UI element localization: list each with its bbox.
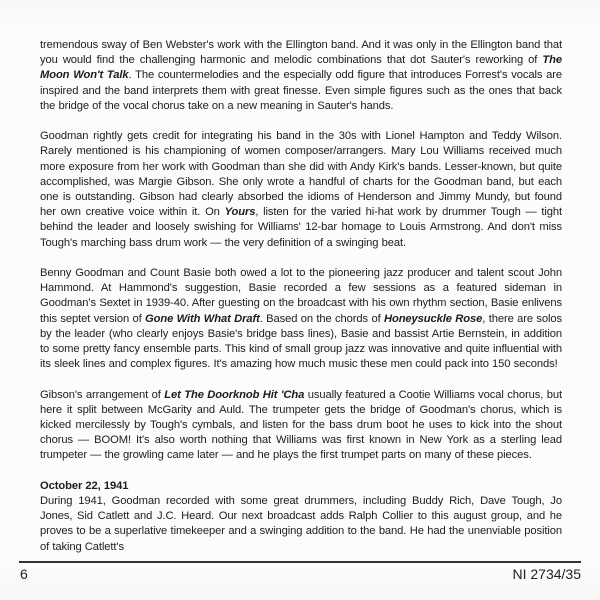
song-title: Gone With What Draft	[145, 312, 260, 325]
text-run: Benny Goodman and Count Basie both owed a lot to the pioneering jazz producer and talent scout John Hammond. At Hammond's suggestion, Basie recorded a few sessions as a featured sideman in Goodman's Sextet in 1939-40. After guesting on the broadcast with his own rhythm section, Basie enlivens this septet version of	[40, 267, 562, 325]
text-run: . Based on the chords of	[259, 312, 384, 325]
song-title: Honeysuckle Rose	[383, 312, 483, 325]
text-run: Goodman rightly gets credit for integrating his band in the 30s with Lionel Hampton and Teddy Wilson. Rarely mentioned is his championing of women composer/arrangers. Mary Lou Williams received much more exposure from her work with Goodman than she did with Andy Kirk's bands. Lesser-known, but quite accomplished, was Margie Gibson. She only wrote a handful of charts for the Goodman band, but each one is outstanding. Gibson had clearly absorbed the idioms of Henderson and Jimmy Mundy, but found her own creative voice within it. On	[40, 130, 562, 219]
song-title: Yours	[224, 206, 256, 219]
text-run: Gibson's arrangement of	[40, 388, 165, 401]
catalog-number: NI 2734/35	[512, 566, 581, 582]
body-text	[40, 38, 562, 570]
text-run: During 1941, Goodman recorded with some great drummers, including Buddy Rich, Dave Tough, Jo Jones, Sid Catlett and J.C. Heard. Our next broadcast adds Ralph Collier to this august group, and he proves to be a superlative timekeeper and a swinging addition to the band. He had the unenviable position of taking Catlett's	[40, 495, 562, 553]
text-run: , there are solos by the leader (who clearly enjoys Basie's bridge bass lines), Basie and bassist Artie Bernstein, in addition to some pretty fancy ensemble parts. This kind of small group jazz was innovative and quite influential with its sleek lines and complex figures. It's amazing how much music these men could pack into 150 seconds!	[40, 312, 562, 371]
paragraph	[40, 494, 562, 555]
date-heading	[40, 479, 562, 494]
paragraph	[40, 129, 562, 251]
text-run: tremendous sway of Ben Webster's work with the Ellington band. And it was only in the Ellington band that you would find the challenging harmonic and melodic combinations that dot Sauter's reworking of	[40, 39, 562, 67]
page-number: 6	[20, 566, 28, 582]
text-run: October 22, 1941	[40, 479, 129, 492]
text-run: , listen for the varied hi-hat work by drummer Tough — tight behind the leader and loosely swishing for Williams' 12-bar homage to Louis Armstrong. And don't miss Tough's marching bass drum work — the very definition of a swinging beat.	[40, 206, 562, 249]
footer-divider	[19, 561, 581, 563]
paragraph	[40, 388, 562, 464]
paragraph	[40, 38, 562, 114]
text-run: usually featured a Cootie Williams vocal chorus, but here it split between McGarity and Auld. The trumpeter gets the bridge of Goodman's chorus, which is kicked mercilessly by Tough's cymbals, and listen for the bass drum boot he uses to kick into the shout chorus — BOOM! It's also worth nothing that Williams was first known in New York as a sterling lead trumpeter — the growling came later — and he plays the first trumpet parts on many of these pieces.	[40, 388, 562, 462]
song-title: Let The Doorknob Hit 'Cha	[164, 388, 305, 401]
text-run: . The countermelodies and the especially odd figure that introduces Forrest's vocals are inspired and the band interprets them with great finesse. Even simple figures such as the ones that back the bridge of the vocal chorus take on a new meaning in Sauter's hands.	[40, 69, 563, 112]
paragraph	[40, 266, 562, 372]
song-title: The Moon Won't Talk	[40, 54, 562, 82]
